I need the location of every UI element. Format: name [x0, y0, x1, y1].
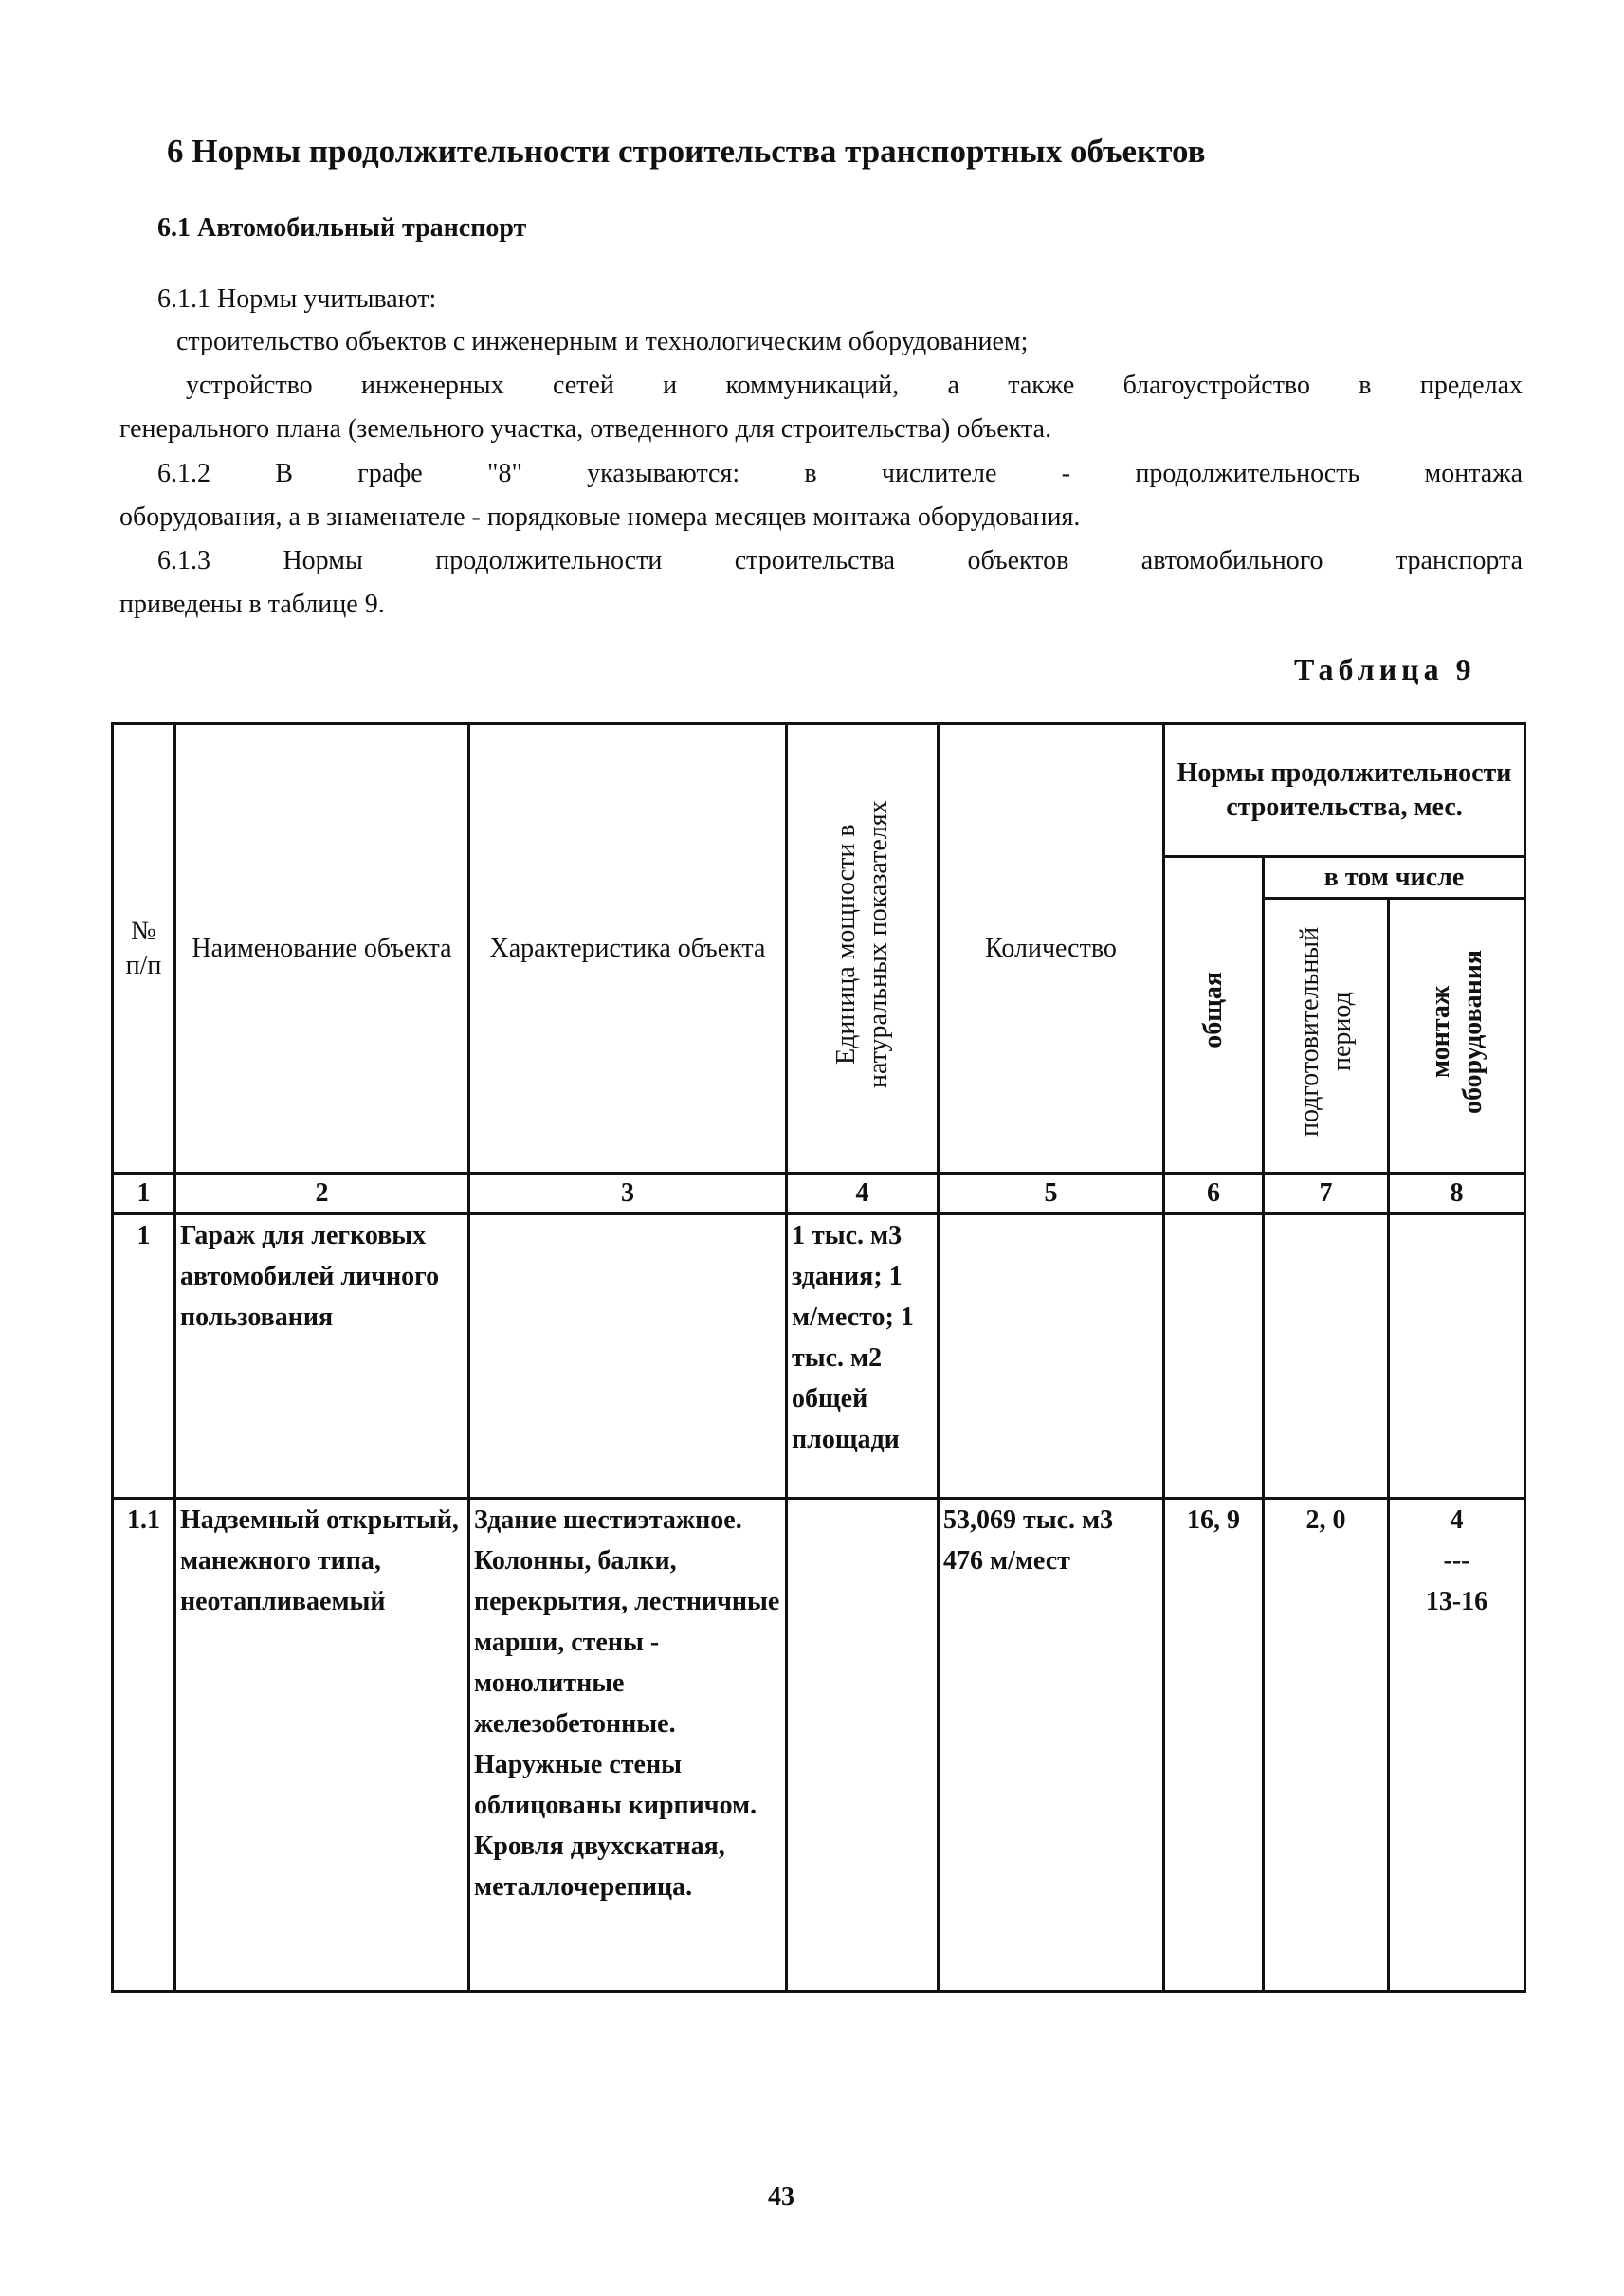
subsection-heading: 6.1 Автомобильный транспорт [157, 213, 527, 243]
row2-total: 16, 9 [1164, 1499, 1264, 1992]
section-heading: 6 Нормы продолжительности строительства транспортных объектов [167, 133, 1206, 170]
colnum-8: 8 [1389, 1174, 1525, 1214]
para-6-1-1-title: 6.1.1 Нормы учитывают: [157, 284, 437, 314]
colnum-1: 1 [113, 1174, 175, 1214]
colnum-3: 3 [469, 1174, 787, 1214]
row2-unit [787, 1499, 939, 1992]
row1-quantity [939, 1214, 1164, 1499]
para-6-1-1-line2b: генерального плана (земельного участка, отведенного для строительства) объекта. [119, 414, 1052, 444]
para-6-1-1-line1: строительство объектов с инженерным и технологическим оборудованием; [176, 327, 1029, 356]
row2-install-fraction-bar: --- [1443, 1546, 1470, 1576]
row1-characteristic [469, 1214, 787, 1499]
table-row [113, 1499, 1525, 1992]
para-6-1-1-line2a: устройство инженерных сетей и коммуникаций, а также благоустройство в пределах [186, 371, 1523, 400]
column-number-row [113, 1174, 1525, 1214]
para-6-1-3-line1: 6.1.3 Нормы продолжительности строительства объектов автомобильного транспорта [157, 546, 1523, 575]
table-9 [111, 722, 1526, 1993]
row2-install-denominator: 13-16 [1425, 1587, 1488, 1616]
colnum-6: 6 [1164, 1174, 1264, 1214]
header-norms: Нормы продолжительности строительства, мес. [1164, 724, 1525, 857]
row1-total [1164, 1214, 1264, 1499]
page-number: 43 [768, 2182, 794, 2212]
para-6-1-3-line2: приведены в таблице 9. [119, 590, 385, 619]
para-6-1-2-line2: оборудования, а в знаменателе - порядковые номера месяцев монтажа оборудования. [119, 502, 1081, 532]
colnum-5: 5 [939, 1174, 1164, 1214]
header-quantity: Количество [939, 724, 1164, 1174]
header-characteristic: Характеристика объекта [469, 724, 787, 1174]
header-name: Наименование объекта [175, 724, 469, 1174]
header-prep-period: подготовительный период [1264, 899, 1389, 1174]
row2-prep: 2, 0 [1264, 1499, 1389, 1992]
header-num: № п/п [113, 724, 175, 1174]
header-equipment-install: монтаж оборудования [1389, 899, 1525, 1174]
row2-quantity: 53,069 тыс. м3 476 м/мест [939, 1499, 1164, 1992]
row2-name: Надземный открытый, манежного типа, неотапливаемый [175, 1499, 469, 1992]
header-unit: Единица мощности в натуральных показателях [787, 724, 939, 1174]
row2-install-numerator: 4 [1450, 1505, 1464, 1535]
para-6-1-2-line1: 6.1.2 В графе "8" указываются: в числителе - продолжительность монтажа [157, 459, 1523, 488]
row1-prep [1264, 1214, 1389, 1499]
header-total: общая [1164, 857, 1264, 1174]
colnum-2: 2 [175, 1174, 469, 1214]
row1-name: Гараж для легковых автомобилей личного пользования [175, 1214, 469, 1499]
row1-num: 1 [113, 1214, 175, 1499]
row2-install [1389, 1499, 1525, 1992]
table-caption: Таблица 9 [1294, 652, 1476, 686]
row2-characteristic: Здание шестиэтажное. Колонны, балки, перекрытия, лестничные марши, стены - монолитные железобетонные. Наружные стены облицованы кирпичом. Кровля двухскатная, металлочерепица. [469, 1499, 787, 1992]
colnum-7: 7 [1264, 1174, 1389, 1214]
header-including: в том числе [1264, 857, 1525, 899]
table-row [113, 1214, 1525, 1499]
row1-unit: 1 тыс. м3 здания; 1 м/место; 1 тыс. м2 общей площади [787, 1214, 939, 1499]
row1-install [1389, 1214, 1525, 1499]
colnum-4: 4 [787, 1174, 939, 1214]
row2-num: 1.1 [113, 1499, 175, 1992]
